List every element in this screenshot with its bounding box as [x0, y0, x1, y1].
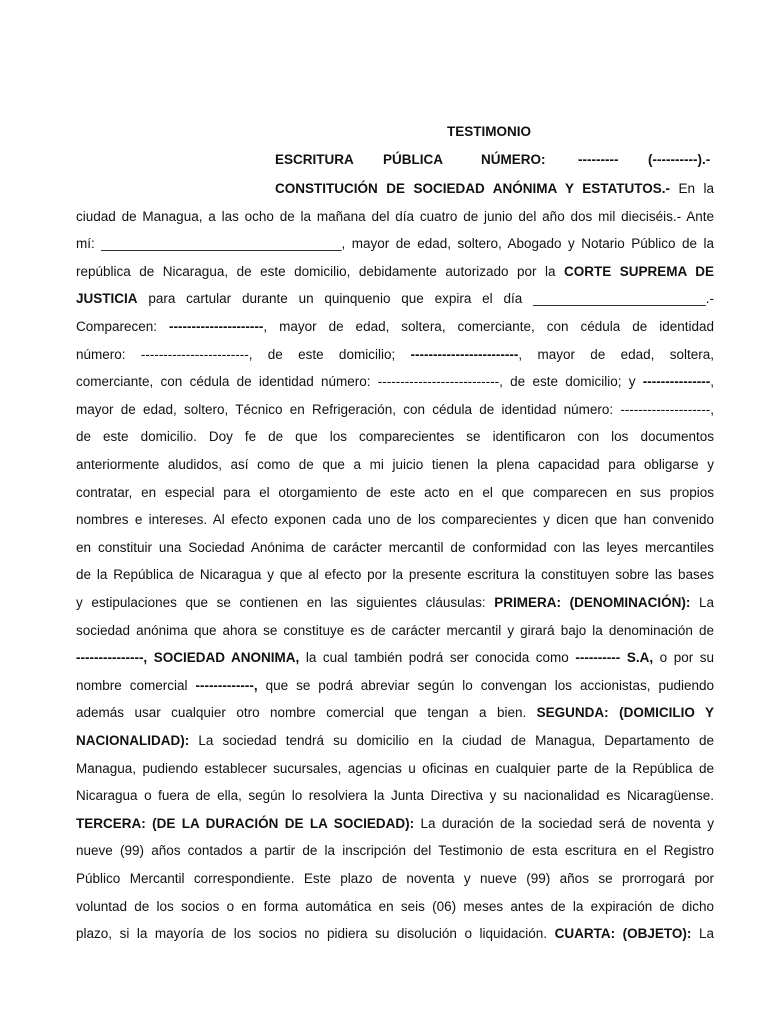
text-run: comerciante, con cédula de identidad número: ---------------------------, de este domicilio; y — [76, 374, 643, 389]
text-run: Nicaragua o fuera de ella, según lo resolviera la Junta Directiva y su nacionalidad es Nicaragüense. — [76, 788, 714, 803]
body-line — [76, 594, 714, 612]
body-line — [76, 235, 714, 253]
body-line — [76, 539, 714, 557]
header-word-number-parenthesis: (----------).- — [648, 152, 711, 167]
body-line — [76, 346, 714, 364]
body-line — [76, 263, 714, 281]
body-line — [76, 842, 714, 860]
text-run: en constituir una Sociedad Anónima de carácter mercantil de conformidad con las leyes mercantiles — [76, 540, 714, 555]
body-line — [76, 511, 714, 529]
bold-text: CUARTA: (OBJETO): — [554, 926, 692, 941]
body-line — [76, 787, 714, 805]
bold-text: ---------------, SOCIEDAD ANONIMA, — [76, 650, 300, 665]
text-run: sociedad anónima que ahora se constituye es de carácter mercantil y girará bajo la denominación de — [76, 623, 714, 638]
body-line — [76, 704, 714, 722]
text-run: la cual también podrá ser conocida como — [299, 650, 576, 665]
text-run: En la — [669, 181, 714, 196]
body-line — [76, 208, 714, 226]
header-word-number-placeholder: --------- — [578, 152, 619, 167]
body-line — [76, 677, 714, 695]
text-run: que se podrá abreviar según lo convengan los accionistas, pudiendo — [257, 678, 714, 693]
text-run: nombre comercial — [76, 678, 196, 693]
document-title: TESTIMONIO — [447, 124, 531, 139]
text-run: La — [691, 926, 714, 941]
body-line — [76, 870, 714, 888]
text-run: mayor de edad, soltero, Técnico en Refrigeración, con cédula de identidad número: --------------------, — [76, 402, 714, 417]
header-word-publica: PÚBLICA — [383, 152, 443, 167]
bold-text: TERCERA: (DE LA DURACIÓN DE LA SOCIEDAD): — [76, 816, 415, 831]
text-run: nombres e intereses. Al efecto exponen cada uno de los comparecientes y dicen que han convenido — [76, 512, 714, 527]
text-run: La — [690, 595, 714, 610]
bold-text: ---------- S.A, — [575, 650, 654, 665]
text-run: de la República de Nicaragua y que al efecto por la presente escritura la constituyen sobre las bases — [76, 567, 714, 582]
body-line — [76, 318, 714, 336]
text-run: Comparecen: — [76, 319, 169, 334]
text-run: para cartular durante un quinquenio que expira el día _______________________.- — [137, 291, 714, 306]
text-run: La duración de la sociedad será de noventa y — [414, 816, 714, 831]
body-line — [76, 428, 714, 446]
body-line — [76, 622, 714, 640]
text-run: , mayor de edad, soltera, — [518, 347, 714, 362]
text-run: y estipulaciones que se contienen en las siguientes cláusulas: — [76, 595, 495, 610]
text-run: ciudad de Managua, a las ocho de la mañana del día cuatro de junio del año dos mil dieciséis.- Ante — [76, 209, 714, 224]
bold-text: PRIMERA: (DENOMINACIÓN): — [494, 595, 691, 610]
body-line — [76, 290, 714, 308]
text-run: además usar cualquier otro nombre comercial que tengan a bien. — [76, 705, 537, 720]
text-run: voluntad de los socios o en forma automática en seis (06) meses antes de la expiración de dicho — [76, 899, 714, 914]
text-run: república de Nicaragua, de este domicilio, debidamente autorizado por la — [76, 264, 564, 279]
bold-text: ------------------------ — [410, 347, 519, 362]
text-run: anteriormente aludidos, así como de que a mi juicio tienen la plena capacidad para obligarse y — [76, 457, 714, 472]
header-word-escritura: ESCRITURA — [275, 152, 354, 167]
bold-text: JUSTICIA — [76, 291, 138, 306]
bold-text: --------------- — [642, 374, 711, 389]
body-line — [275, 180, 714, 198]
text-run: , — [710, 374, 714, 389]
body-line — [76, 815, 714, 833]
bold-text: CONSTITUCIÓN DE SOCIEDAD ANÓNIMA Y ESTATUTOS.- — [275, 181, 670, 196]
body-line — [76, 925, 714, 943]
text-run: contratar, en especial para el otorgamiento de este acto en el que comparecen en sus propios — [76, 485, 714, 500]
body-line — [76, 898, 714, 916]
text-run: Público Mercantil correspondiente. Este plazo de noventa y nueve (99) años se prorrogará por — [76, 871, 714, 886]
text-run: o por su — [653, 650, 715, 665]
body-line — [76, 484, 714, 502]
text-run: , mayor de edad, soltera, comerciante, con cédula de identidad — [263, 319, 714, 334]
text-run: de este domicilio. Doy fe de que los comparecientes se identificaron con los documentos — [76, 429, 714, 444]
bold-text: CORTE SUPREMA DE — [563, 264, 714, 279]
text-run: número: ------------------------, de este domicilio; — [76, 347, 411, 362]
text-run: plazo, si la mayoría de los socios no pidiera su disolución o liquidación. — [76, 926, 555, 941]
body-line — [76, 373, 714, 391]
bold-text: SEGUNDA: (DOMICILIO Y — [536, 705, 714, 720]
text-run: Managua, pudiendo establecer sucursales, agencias u oficinas en cualquier parte de la República de — [76, 761, 714, 776]
text-run: mí: ________________________________, mayor de edad, soltero, Abogado y Notario Público de la — [76, 236, 714, 251]
text-run: La sociedad tendrá su domicilio en la ciudad de Managua, Departamento de — [189, 733, 714, 748]
bold-text: NACIONALIDAD): — [76, 733, 190, 748]
bold-text: --------------------- — [169, 319, 264, 334]
header-word-numero: NÚMERO: — [481, 152, 546, 167]
text-run: nueve (99) años contados a partir de la inscripción del Testimonio de esta escritura en el Registro — [76, 843, 714, 858]
body-line — [76, 760, 714, 778]
body-line — [76, 732, 714, 750]
body-line — [76, 401, 714, 419]
body-line — [76, 649, 714, 667]
bold-text: -------------, — [195, 678, 258, 693]
body-line — [76, 566, 714, 584]
body-line — [76, 456, 714, 474]
